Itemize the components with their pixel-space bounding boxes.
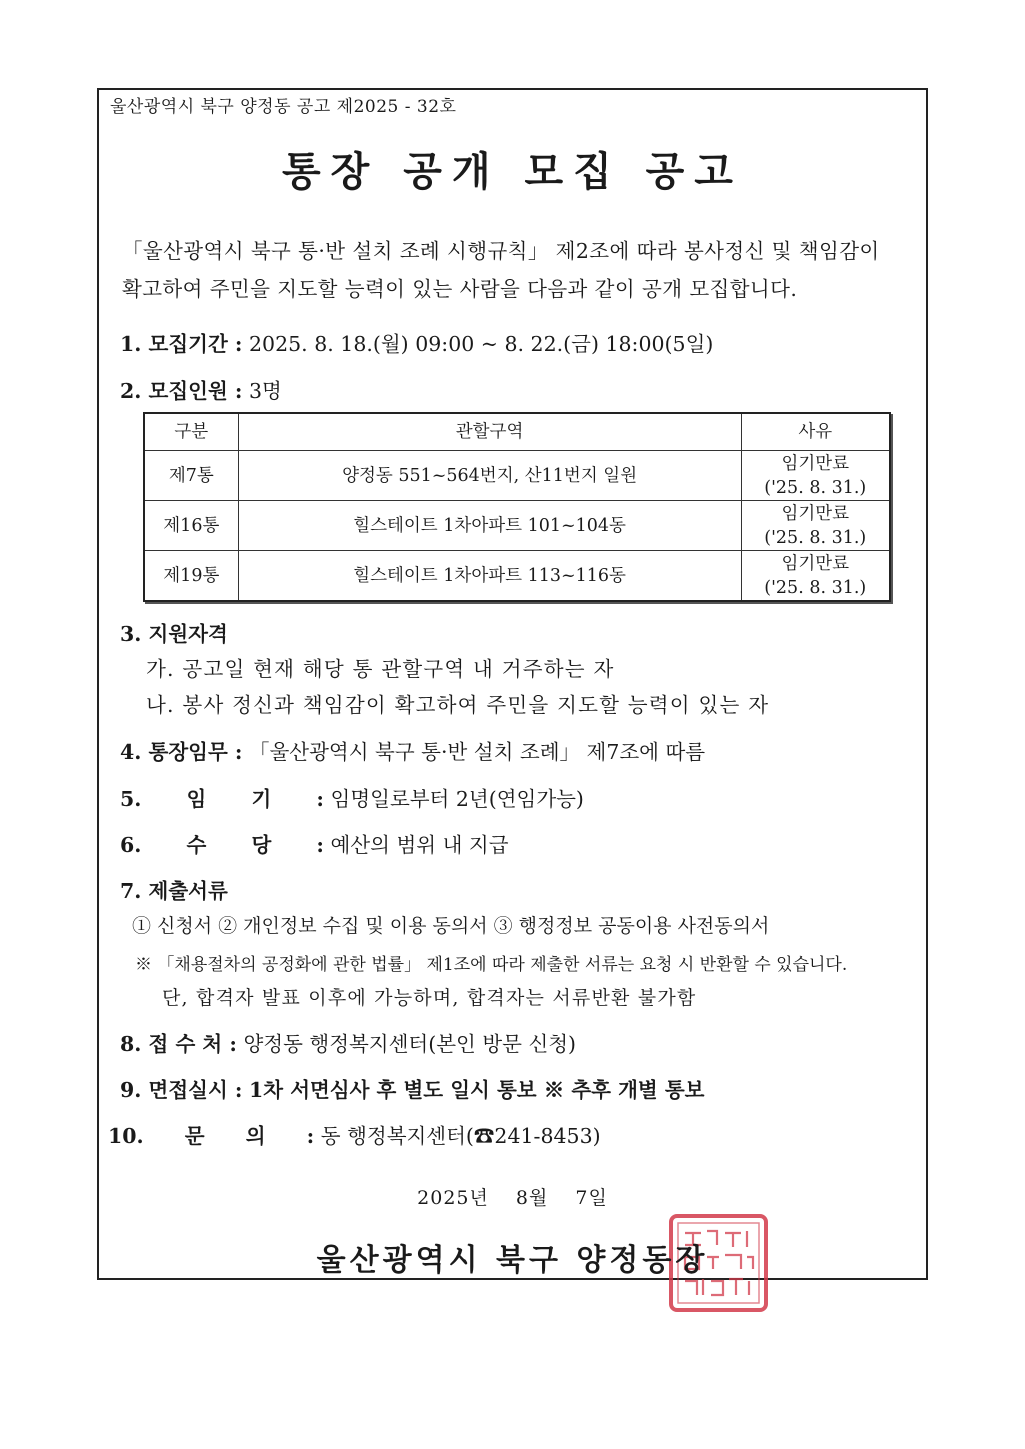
notice-number: 울산광역시 북구 양정동 공고 제2025 - 32호 <box>110 97 457 117</box>
item-term-label: 5. 임 기 : <box>120 787 324 811</box>
item-reception <box>120 1027 576 1057</box>
table-cell-reason <box>741 451 890 501</box>
item-count-value: 3명 <box>249 379 282 403</box>
item-term-value: 임명일로부터 2년(연임가능) <box>330 787 584 811</box>
item-qualification-label: 3. 지원자격 <box>120 622 228 646</box>
table-cell-unit: 제19통 <box>144 551 238 602</box>
intro-line-1: 「울산광역시 북구 통·반 설치 조례 시행규칙」 제2조에 따라 봉사정신 및 책임감이 <box>122 239 880 263</box>
item-documents-label: 7. 제출서류 <box>120 879 228 903</box>
table-cell-area: 힐스테이트 1차아파트 101~104동 <box>238 501 741 551</box>
qualification-a: 가. 공고일 현재 해당 통 관할구역 내 거주하는 자 <box>146 657 615 681</box>
intro-line-2: 확고하여 주민을 지도할 능력이 있는 사람을 다음과 같이 공개 모집합니다. <box>122 277 798 301</box>
page-title: 통장 공개 모집 공고 <box>282 148 743 195</box>
item-period-label: 1. 모집기간 : <box>120 332 243 356</box>
item-count-label: 2. 모집인원 : <box>120 379 243 403</box>
item-period <box>120 327 713 357</box>
issue-date-month: 8월 <box>515 1187 549 1209</box>
item-inquiry-value: 동 행정복지센터(☎241-8453) <box>320 1124 601 1148</box>
issue-date-year: 2025년 <box>417 1187 489 1209</box>
table-cell-area: 양정동 551~564번지, 산11번지 일원 <box>238 451 741 501</box>
issue-date-day: 7일 <box>575 1187 608 1209</box>
table-row <box>144 451 890 501</box>
issuer-name: 울산광역시 북구 양정동장 <box>316 1243 709 1278</box>
table-cell-unit: 제7통 <box>144 451 238 501</box>
table-header-cell: 사유 <box>741 413 890 451</box>
item-allowance-value: 예산의 범위 내 지급 <box>330 833 509 857</box>
reason-date: ('25. 8. 31.) <box>764 577 867 598</box>
reason-date: ('25. 8. 31.) <box>764 477 867 498</box>
item-term <box>120 782 584 812</box>
item-reception-value: 양정동 행정복지센터(본인 방문 신청) <box>243 1032 577 1056</box>
documents-note-2: 단, 합격자 발표 이후에 가능하며, 합격자는 서류반환 불가함 <box>162 987 697 1009</box>
qualification-b: 나. 봉사 정신과 책임감이 확고하여 주민을 지도할 능력이 있는 자 <box>146 693 770 717</box>
issue-date <box>0 1183 1025 1210</box>
item-inquiry <box>108 1119 601 1149</box>
reason-line: 임기만료 <box>781 503 850 524</box>
item-duty-value: 「울산광역시 북구 통·반 설치 조례」 제7조에 따름 <box>249 740 706 764</box>
item-duty <box>120 735 705 765</box>
table-cell-area: 힐스테이트 1차아파트 113~116동 <box>238 551 741 602</box>
table-header-cell: 관할구역 <box>238 413 741 451</box>
item-qualification <box>120 617 228 647</box>
item-inquiry-label: 10. 문 의 : <box>108 1124 315 1148</box>
item-allowance-label: 6. 수 당 : <box>120 833 324 857</box>
item-documents <box>120 874 228 904</box>
table-row <box>144 501 890 551</box>
table-cell-reason <box>741 501 890 551</box>
item-period-value: 2025. 8. 18.(월) 09:00 ~ 8. 22.(금) 18:00(5일) <box>249 332 714 356</box>
item-interview-value: 1차 서면심사 후 별도 일시 통보 ※ 추후 개별 통보 <box>249 1078 705 1102</box>
item-interview-label: 9. 면접실시 : <box>120 1078 243 1102</box>
table-cell-reason <box>741 551 890 602</box>
table-header-cell: 구분 <box>144 413 238 451</box>
item-duty-label: 4. 통장임무 : <box>120 740 243 764</box>
item-interview <box>120 1073 704 1103</box>
table-header-row <box>144 413 890 451</box>
reason-line: 임기만료 <box>781 553 850 574</box>
recruit-table <box>143 412 891 602</box>
item-allowance <box>120 828 509 858</box>
table-row <box>144 551 890 602</box>
documents-note-1: ※ 「채용절차의 공정화에 관한 법률」 제1조에 따라 제출한 서류는 요청 시 반환할 수 있습니다. <box>135 955 848 975</box>
item-count <box>120 374 282 404</box>
table-cell-unit: 제16통 <box>144 501 238 551</box>
documents-list: ① 신청서 ② 개인정보 수집 및 이용 동의서 ③ 행정정보 공동이용 사전동의서 <box>132 915 770 937</box>
reason-date: ('25. 8. 31.) <box>764 527 867 548</box>
item-reception-label: 8. 접 수 처 : <box>120 1032 237 1056</box>
reason-line: 임기만료 <box>781 453 850 474</box>
